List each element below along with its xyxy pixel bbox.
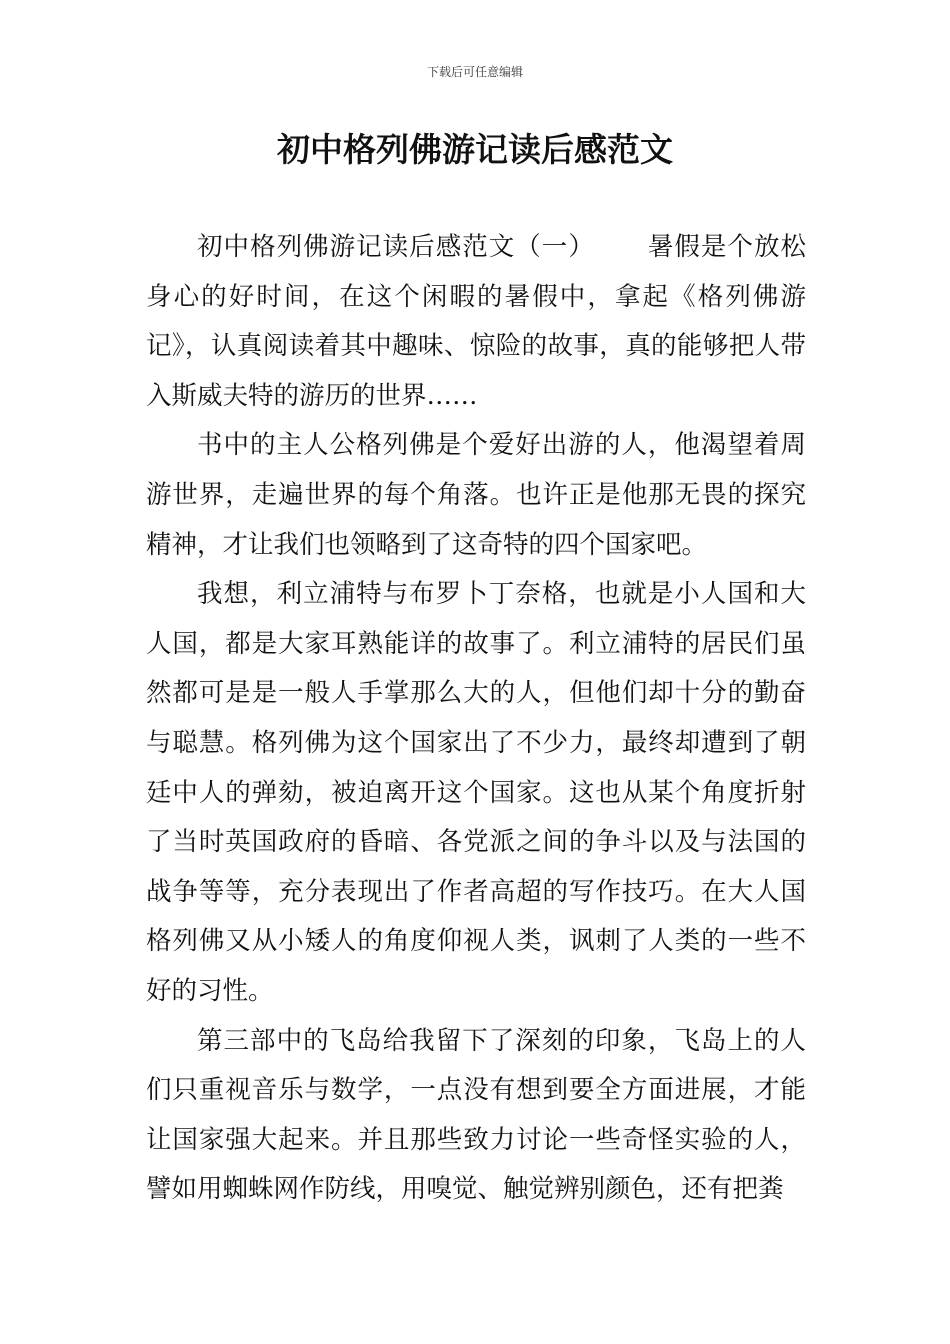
intro-heading: 初中格列佛游记读后感范文（一）	[197, 232, 595, 262]
paragraph-4: 第三部中的飞岛给我留下了深刻的印象，飞岛上的人们只重视音乐与数学，一点没有想到要全方面进展，才能让国家强大起来。并且那些致力讨论一些奇怪实验的人，譬如用蜘蛛网作防线，用嗅觉、触觉辨别颜色，还有把粪	[146, 1025, 806, 1205]
document-title: 初中格列佛游记读后感范文	[277, 130, 673, 169]
paragraph-1-text: 暑假是个放松身心的好时间，在这个闲暇的暑假中，拿起《格列佛游记》，认真阅读着其中趣味、惊险的故事，真的能够把人带入斯威夫特的游历的世界……	[146, 232, 806, 411]
paragraph-3: 我想，利立浦特与布罗卜丁奈格，也就是小人国和大人国，都是大家耳熟能详的故事了。利立浦特的居民们虽然都可是是一般人手掌那么大的人，但他们却十分的勤奋与聪慧。格列佛为这个国家出了不少力，最终却遭到了朝廷中人的弹劾，被迫离开这个国家。这也从某个角度折射了当时英国政府的昏暗、各党派之间的争斗以及与法国的战争等等，充分表现出了作者高超的写作技巧。在大人国格列佛又从小矮人的角度仰视人类，讽刺了人类的一些不好的习性。	[146, 579, 806, 1006]
paragraph-1	[146, 223, 806, 421]
paragraph-2: 书中的主人公格列佛是个爱好出游的人，他渴望着周游世界，走遍世界的每个角落。也许正是他那无畏的探究精神，才让我们也领略到了这奇特的四个国家吧。	[146, 430, 806, 560]
document-body	[146, 223, 806, 1215]
header-note: 下载后可任意编辑	[426, 65, 523, 79]
